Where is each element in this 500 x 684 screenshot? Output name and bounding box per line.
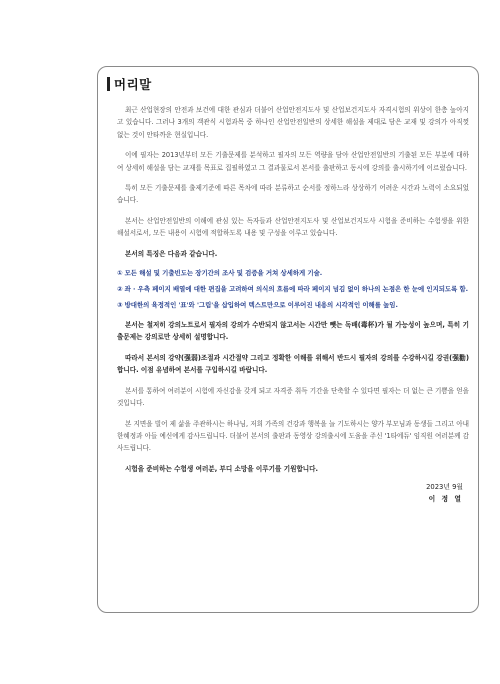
paragraph-1: 최근 산업현장의 안전과 보건에 대한 관심과 더불어 산업안전지도사 및 산업보건지도사 자격시험의 위상이 한층 높아지고 있습니다. 그러나 3개의 객관식 시험과목 중 하나인 산업안전일반의 상세한 해설을 제대로 담은 교재 및 강의가 아직껏 없는 것이 안타까운 현실입니다.: [117, 106, 469, 139]
feature-item-2: ② 좌 · 우측 페이지 배열에 대한 편집을 고려하여 의식의 흐름에 따라 페이지 넘김 없이 하나의 논점은 한 눈에 인지되도록 함.: [117, 285, 469, 294]
signature-block: [117, 481, 469, 505]
sign-name: 이 정 열: [428, 495, 463, 504]
title-bar: [107, 77, 110, 91]
feature-list: [117, 267, 469, 311]
paragraph-3: 특히 모든 기출문제를 출제기준에 따른 목차에 따라 분류하고 순서를 정하느라 상상하기 어려운 시간과 노력이 소요되었습니다.: [117, 184, 469, 205]
page-title: 머리말: [114, 77, 152, 92]
sign-date: 2023년 9월: [426, 483, 463, 492]
paragraph-2: 이에 필자는 2013년부터 모든 기출문제를 분석하고 필자의 모든 역량을 담아 산업안전일반의 기출된 모든 부분에 대하여 상세히 해설을 담는 교재를 목표로 집필하였고 그 결과물로서 본서를 출판하고 동시에 강의를 출시하기에 이르렀습니다.: [117, 151, 469, 172]
feature-item-3: ③ 방대한의 육정적인 '표'와 '그림'을 삽입하여 텍스트만으로 이루어진 내용의 시각적인 이해를 높임.: [117, 301, 398, 310]
paragraph-5: 본서는 철저히 강의노트로서 필자의 강의가 수반되지 않고서는 시간만 뺏는 독배(毒杯)가 될 가능성이 높으며, 특히 기출문제는 강의로만 상세히 설명합니다.: [117, 321, 469, 342]
feature-item-1: ① 모든 해설 및 기출빈도는 장기간의 조사 및 검증을 거쳐 상세하게 기술.: [117, 269, 323, 278]
title-area: [107, 74, 152, 94]
features-intro: 본서의 특징은 다음과 같습니다.: [125, 249, 218, 258]
paragraph-7: 본서를 통하여 여러분이 시험에 자신감을 갖게 되고 자격증 취득 기간을 단축할 수 있다면 필자는 더 없는 큰 기쁨을 얻을 것입니다.: [117, 386, 469, 408]
preface-content: [117, 104, 469, 505]
paragraph-8: 본 지면을 빌어 제 삶을 주관하시는 하나님, 저희 가족의 건강과 행복을 늘 기도하시는 양가 부모님과 동생들 그리고 아내 한혜정과 아들 예신에게 감사드립니다. 더불어 본서의 출판과 동영상 강의출시에 도움을 주신 '1타에듀' 임직원 여러분께 감사드립니다.: [117, 419, 469, 453]
paragraph-4: 본서는 산업안전일반의 이해에 관심 있는 독자들과 산업안전지도사 및 산업보건지도사 시험을 준비하는 수험생을 위한 해설서로서, 모든 내용이 시험에 적합하도록 내용 및 구성을 이루고 있습니다.: [117, 216, 469, 238]
paragraph-6: 따라서 본서의 강약(强弱)조절과 시간절약 그리고 정확한 이해를 위해서 반드시 필자의 강의를 수강하시길 강권(强勸)합니다. 이점 유념하여 본서를 구입하시길 바랍니다.: [117, 353, 469, 375]
paragraph-9: 시험을 준비하는 수험생 여러분, 부디 소망을 이루기를 기원합니다.: [125, 464, 319, 473]
